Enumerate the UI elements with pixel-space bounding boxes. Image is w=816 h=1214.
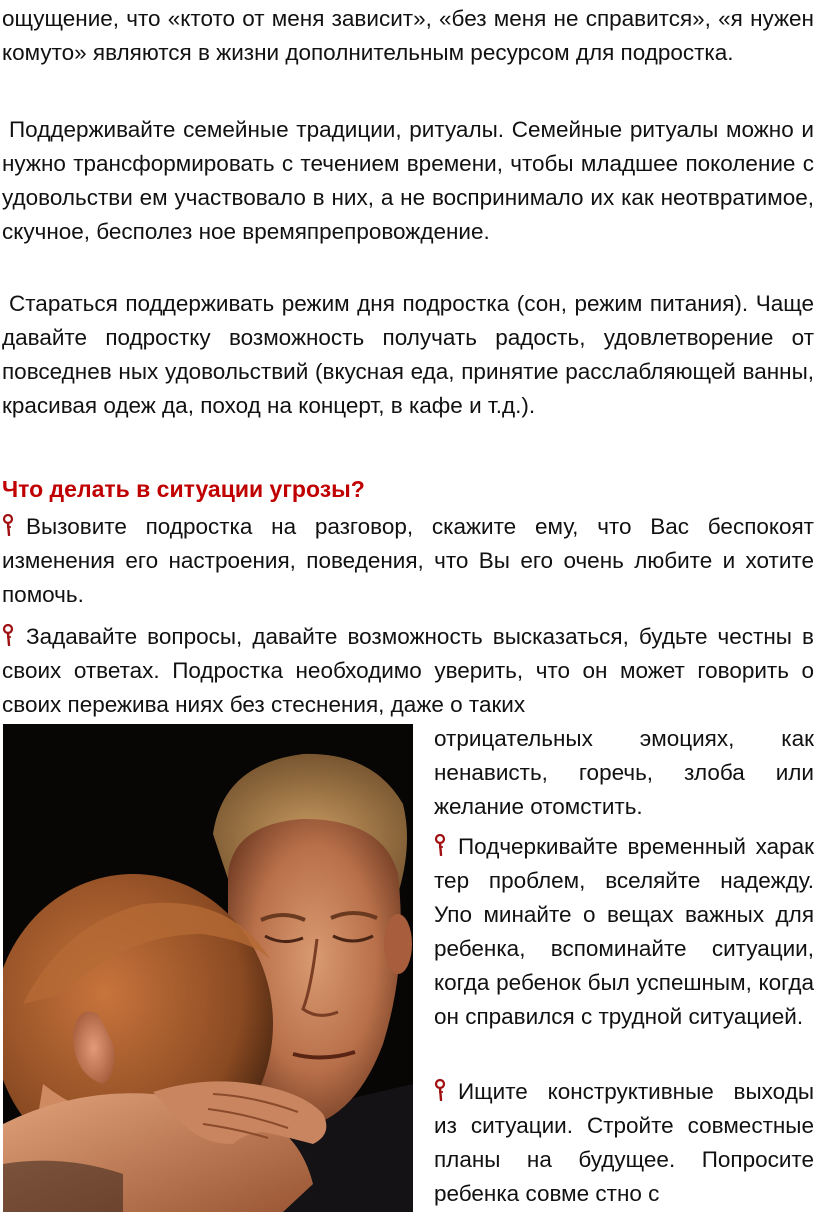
paragraph-responsibility: ощущение, что «ктото от меня зависит», «без меня не справится», «я нужен комуто» являются в жизни дополнительным ресурсом для подростка. bbox=[2, 6, 814, 65]
bullet-item-temporary-problems bbox=[434, 830, 814, 1034]
paragraph-family-traditions: Поддерживайте семейные традиции, ритуалы. Семейные ритуалы можно и нужно трансформировать с течением времени, чтобы младшее поколение с удовольстви ем участвовало в них, а не воспринимало их как неотвратимое, скучное, бесполез ное времяпрепровождение. bbox=[2, 117, 814, 244]
bullet-item-constructive-solutions bbox=[434, 1075, 814, 1211]
photo-illustration bbox=[3, 724, 413, 1212]
paragraph-daily-routine: Стараться поддерживать режим дня подростка (сон, режим питания). Чаще давайте подростку возможность получать радость, удовлетворение от повседнев ных удовольствий (вкусная еда, принятие расслабляющей ванны, красивая одеж да, поход на концерт, в кафе и т.д.). bbox=[2, 291, 814, 418]
pin-icon bbox=[2, 514, 16, 536]
pin-icon bbox=[434, 834, 448, 856]
bullet-text: Вызовите подростка на разговор, скажите ему, что Вас беспокоят изменения его настроения, поведения, что Вы его очень любите и хотите помочь. bbox=[2, 514, 814, 607]
bullet-text: Задавайте вопросы, давайте возможность высказаться, будьте честны в своих ответах. Подростка необходимо уверить, что он может говорить о своих пережива ниях без стеснения, даже о таких bbox=[2, 624, 814, 717]
bullet-item-questions-continued: отрицательных эмоциях, как ненависть, горечь, злоба или желание отомстить. bbox=[434, 726, 814, 819]
pin-icon bbox=[2, 624, 16, 646]
bullet-item-conversation bbox=[2, 510, 814, 612]
pin-icon bbox=[434, 1079, 448, 1101]
bullet-item-questions bbox=[2, 620, 814, 722]
bullet-text: Ищите конструктивные выходы из ситуации. Стройте совместные планы на будущее. Попросите ребенка совме стно с bbox=[434, 1079, 814, 1206]
bullet-text: Подчеркивайте временный харак тер проблем, вселяйте надежду. Упо минайте о вещах важных для ребенка, вспоминайте ситуации, когда ребенок был успешным, когда он справился с трудной ситуацией. bbox=[434, 834, 814, 1029]
section-heading-threat: Что делать в ситуации угрозы? bbox=[2, 476, 365, 502]
photo-father-hugging-son bbox=[3, 724, 413, 1212]
